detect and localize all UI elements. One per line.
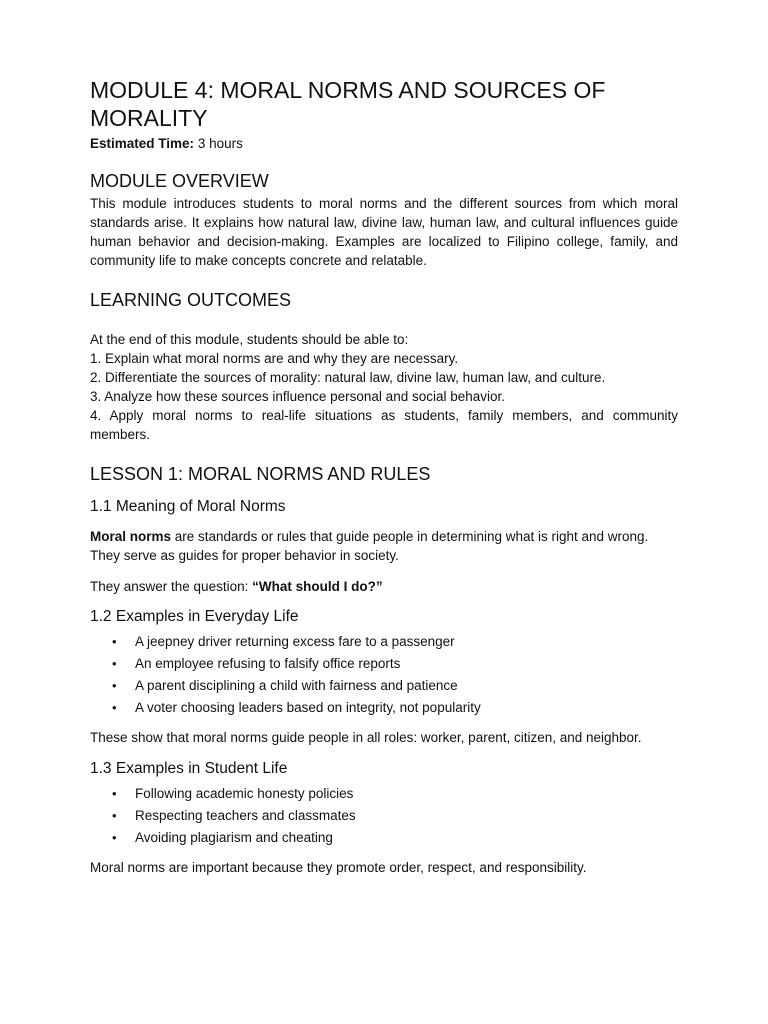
list-item — [90, 631, 678, 653]
everyday-closing: These show that moral norms guide people in all roles: worker, parent, citizen, and neighbor. — [90, 730, 642, 745]
list-item-text: An employee refusing to falsify office reports — [135, 656, 401, 671]
everyday-examples-list — [90, 631, 678, 719]
list-item — [90, 805, 678, 827]
list-item — [90, 827, 678, 849]
outcomes-heading: LEARNING OUTCOMES — [90, 290, 292, 310]
section-1-1-heading: 1.1 Meaning of Moral Norms — [90, 498, 286, 515]
student-closing: Moral norms are important because they promote order, respect, and responsibility. — [90, 860, 587, 875]
question-text: “What should I do?” — [252, 579, 383, 594]
section-1-2-heading: 1.2 Examples in Everyday Life — [90, 608, 299, 625]
definition-term: Moral norms — [90, 529, 172, 544]
bullet-icon: • — [112, 634, 117, 649]
list-item — [90, 653, 678, 675]
list-item — [90, 675, 678, 697]
definition-text: are standards or rules that guide people in determining what is right and wrong. They serve as guides for proper behavior in society. — [90, 529, 649, 563]
module-title: MODULE 4: MORAL NORMS AND SOURCES OF MORALITY — [90, 77, 606, 131]
student-examples-list — [90, 783, 678, 849]
section-1-3-heading: 1.3 Examples in Student Life — [90, 760, 288, 777]
list-item-text: Respecting teachers and classmates — [135, 808, 356, 823]
bullet-icon: • — [112, 808, 117, 823]
bullet-icon: • — [112, 830, 117, 845]
list-item-text: A voter choosing leaders based on integrity, not popularity — [135, 700, 481, 715]
bullet-icon: • — [112, 656, 117, 671]
document-content — [90, 76, 678, 877]
overview-heading: MODULE OVERVIEW — [90, 171, 269, 191]
outcome-item-1: 1. Explain what moral norms are and why they are necessary. — [90, 351, 459, 366]
outcome-item-3: 3. Analyze how these sources influence personal and social behavior. — [90, 389, 506, 404]
list-item-text: A parent disciplining a child with fairness and patience — [135, 678, 458, 693]
moral-norms-definition — [90, 527, 678, 565]
list-item-text: Following academic honesty policies — [135, 786, 354, 801]
outcome-item-4: 4. Apply moral norms to real-life situations as students, family members, and community members. — [90, 408, 678, 442]
question-prefix: They answer the question: — [90, 579, 253, 594]
bullet-icon: • — [112, 678, 117, 693]
estimated-time-label: Estimated Time: — [90, 136, 195, 151]
moral-question — [90, 577, 678, 596]
outcome-item-2: 2. Differentiate the sources of morality: natural law, divine law, human law, and culture. — [90, 370, 606, 385]
list-item-text: A jeepney driver returning excess fare to a passenger — [135, 634, 455, 649]
outcomes-intro: At the end of this module, students should be able to: — [90, 332, 409, 347]
overview-text: This module introduces students to moral norms and the different sources from which moral standards arise. It explains how natural law, divine law, human law, and cultural influences guide human behavior and decision-making. Examples are localized to Filipino college, family, and community life to make concepts concrete and relatable. — [90, 196, 678, 268]
estimated-time-value: 3 hours — [197, 136, 243, 151]
estimated-time — [90, 135, 678, 153]
bullet-icon: • — [112, 786, 117, 801]
list-item-text: Avoiding plagiarism and cheating — [135, 830, 333, 845]
bullet-icon: • — [112, 700, 117, 715]
lesson1-heading: LESSON 1: MORAL NORMS AND RULES — [90, 464, 431, 484]
list-item — [90, 783, 678, 805]
list-item — [90, 697, 678, 719]
